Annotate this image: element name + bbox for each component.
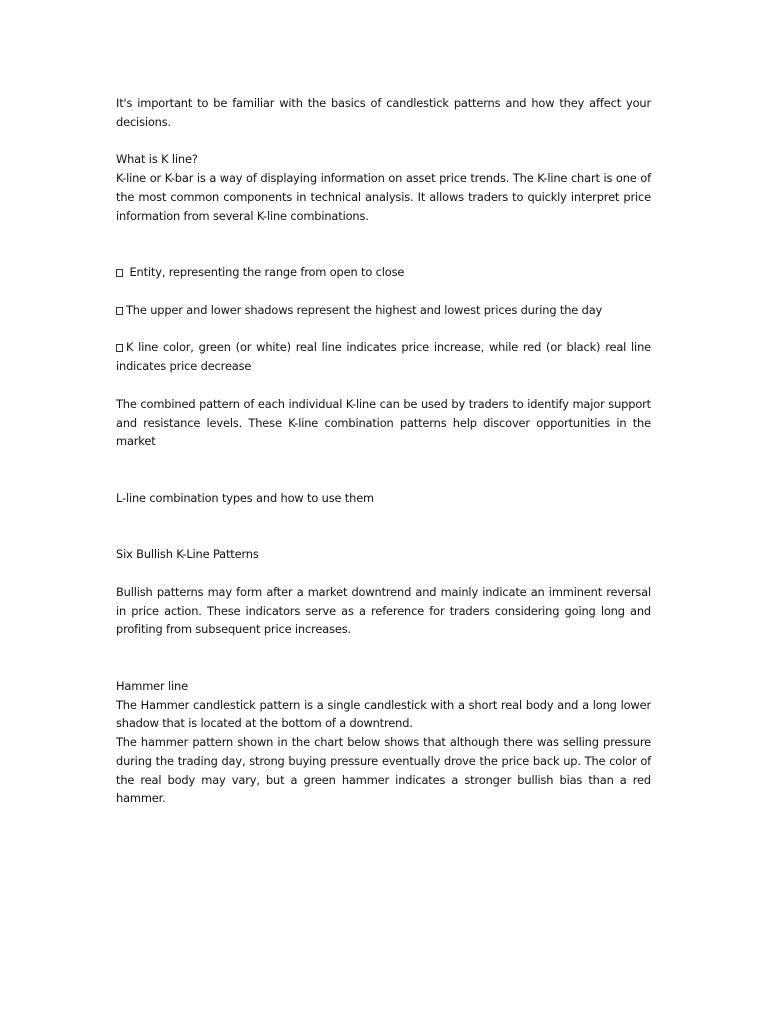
document-body [116,94,651,808]
bullish-paragraph: Bullish patterns may form after a market downtrend and mainly indicate an imminent reversal in price action. These indicators serve as a reference for traders considering going long and profiting from subsequent price increases. [116,584,651,637]
hammer-paragraph-1: The Hammer candlestick pattern is a single candlestick with a short real body and a long lower shadow that is located at the bottom of a downtrend. [116,697,651,731]
intro-paragraph: It's important to be familiar with the basics of candlestick patterns and how they affect your decisions. [116,96,651,129]
six-bullish-heading: Six Bullish K-Line Patterns [116,547,259,562]
bullet-shadows-text: The upper and lower shadows represent the highest and lowest prices during the day [126,302,603,317]
bullet-box-icon [116,307,123,315]
spacer [116,451,651,489]
spacer [116,226,651,264]
spacer [116,132,651,151]
spacer [116,320,651,339]
spacer [116,508,651,546]
bullet-box-icon [116,269,123,277]
bullet-box-icon [116,344,123,352]
spacer [116,282,651,301]
hammer-paragraph-2: The hammer pattern shown in the chart below shows that although there was selling pressure during the trading day, strong buying pressure eventually drove the price back up. The color of the real body may vary, but a green hammer indicates a stronger bullish bias than a red hammer. [116,735,651,806]
combination-types-heading: L-line combination types and how to use them [116,490,374,505]
bullet-entity [116,263,651,282]
bullet-color-text: K line color, green (or white) real line indicates price increase, while red (or black) real line indicates price decrease [116,340,651,374]
what-is-k-line-heading: What is K line? [116,152,198,167]
spacer [116,639,651,677]
combined-pattern-paragraph: The combined pattern of each individual K-line can be used by traders to identify major support and resistance levels. These K-line combination patterns help discover opportunities in the market [116,396,651,449]
hammer-line-heading: Hammer line [116,678,188,693]
bullet-shadows [116,301,651,320]
bullet-color [116,338,651,376]
k-line-definition-paragraph: K-line or K-bar is a way of displaying information on asset price trends. The K-line chart is one of the most common components in technical analysis. It allows traders to quickly interpret price information from several K-line combinations. [116,171,651,223]
spacer [116,376,651,395]
spacer [116,564,651,583]
bullet-entity-text: Entity, representing the range from open to close [126,265,405,280]
